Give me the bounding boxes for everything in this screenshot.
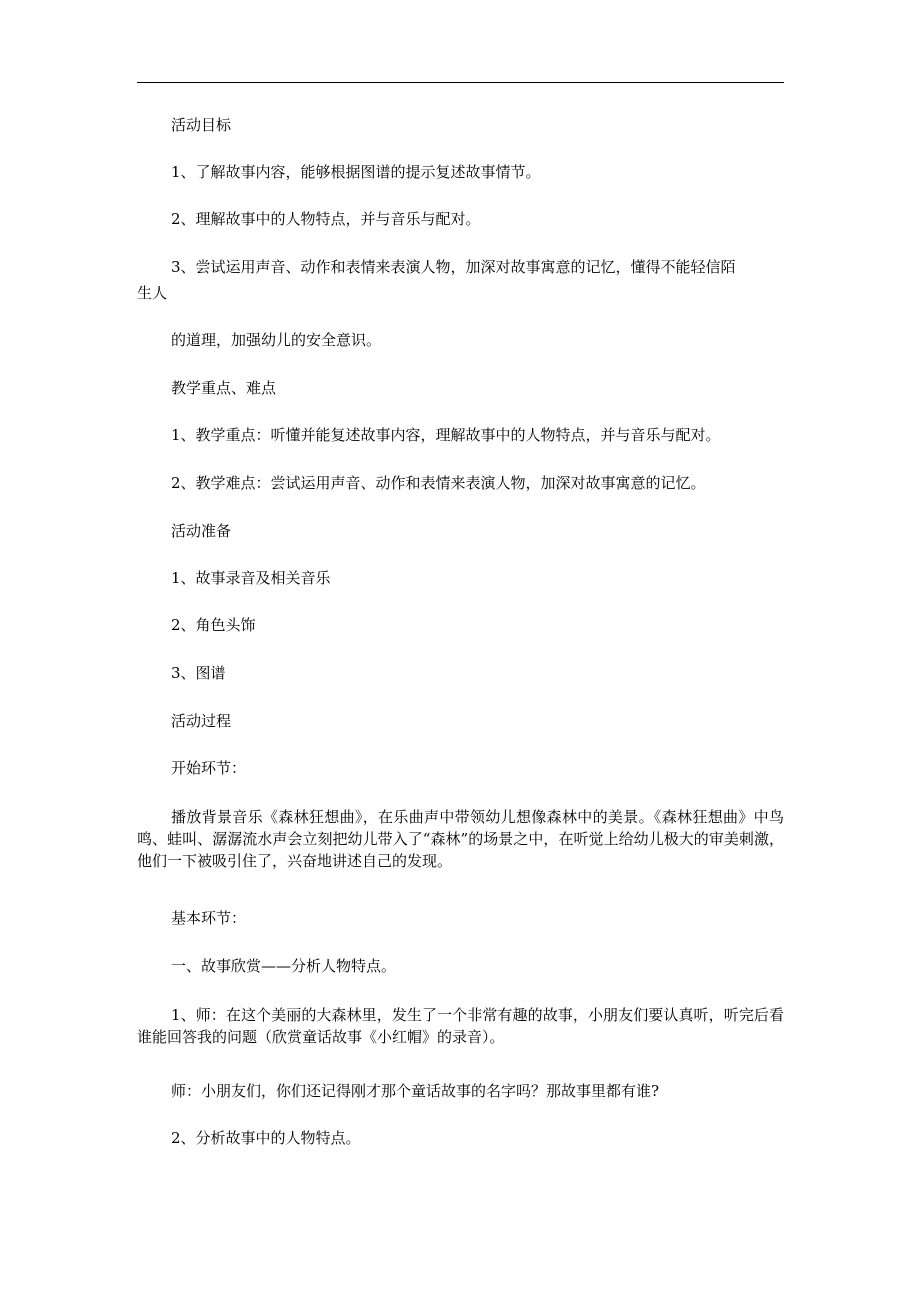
document-body bbox=[137, 0, 784, 1302]
analysis-item: 2、分析故事中的人物特点。 bbox=[171, 1129, 361, 1147]
key-point-item-2: 2、教学难点：尝试运用声音、动作和表情来表演人物，加深对故事寓意的记忆。 bbox=[171, 474, 706, 492]
section-1-heading: 一、故事欣赏——分析人物特点。 bbox=[171, 957, 397, 975]
goal-item-3-line-3: 的道理，加强幼儿的安全意识。 bbox=[171, 331, 382, 349]
prep-item-2: 2、角色头饰 bbox=[171, 616, 256, 634]
process-heading: 活动过程 bbox=[171, 712, 232, 730]
goal-item-1: 1、了解故事内容，能够根据图谱的提示复述故事情节。 bbox=[171, 163, 541, 181]
teacher-paragraph-1: 1、师：在这个美丽的大森林里，发生了一个非常有趣的故事，小朋友们要认真听，听完后看谁能回答我的问题（欣赏童话故事《小红帽》的录音）。 bbox=[137, 1006, 784, 1046]
goal-item-3-line-2: 生人 bbox=[137, 284, 168, 302]
goal-item-2: 2、理解故事中的人物特点，并与音乐与配对。 bbox=[171, 210, 481, 228]
prep-heading: 活动准备 bbox=[171, 522, 232, 540]
goal-item-3-line-1: 3、尝试运用声音、动作和表情来表演人物，加深对故事寓意的记忆，懂得不能轻信陌 bbox=[171, 258, 736, 276]
prep-item-1: 1、故事录音及相关音乐 bbox=[171, 569, 331, 587]
goals-heading: 活动目标 bbox=[171, 116, 232, 134]
prep-item-3: 3、图谱 bbox=[171, 664, 226, 682]
teacher-question: 师：小朋友们，你们还记得刚才那个童话故事的名字吗？那故事里都有谁? bbox=[171, 1082, 660, 1100]
key-point-item-1: 1、教学重点：听懂并能复述故事内容，理解故事中的人物特点，并与音乐与配对。 bbox=[171, 426, 721, 444]
opening-paragraph: 播放背景音乐《森林狂想曲》，在乐曲声中带领幼儿想像森林中的美景。《森林狂想曲》中鸟鸣、蛙叫、潺潺流水声会立刻把幼儿带入了“森林”的场景之中，在听觉上给幼儿极大的审美刺激，他们一下被吸引住了，兴奋地讲述自己的发现。 bbox=[137, 808, 784, 870]
basic-heading: 基本环节： bbox=[171, 909, 247, 927]
key-points-heading: 教学重点、难点 bbox=[171, 379, 277, 397]
opening-heading: 开始环节： bbox=[171, 759, 247, 777]
